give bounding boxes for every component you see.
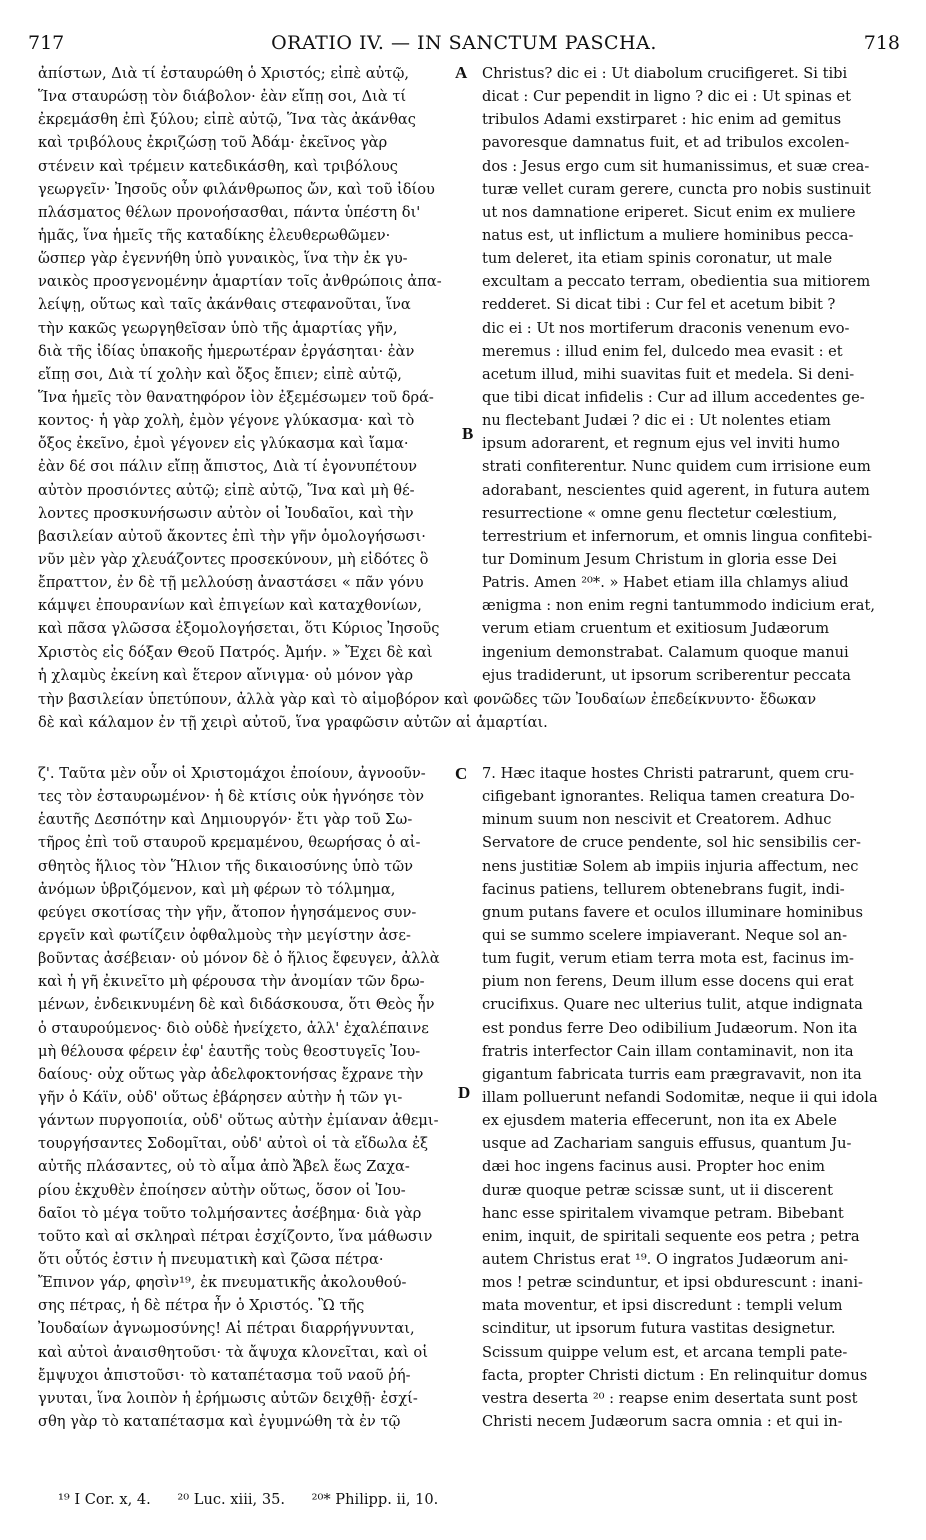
latin-text-line: illam polluerunt nefandi Sodomitæ, neque ii qui idola bbox=[482, 1088, 878, 1106]
latin-text-line: excultam a peccato terram, obedientia sua mitiorem bbox=[482, 273, 871, 291]
page-number-left: 717 bbox=[28, 32, 65, 54]
greek-text-line: ἀνόμων ὑβριζόμενον, καὶ μὴ φέρων τὸ τόλμημα, bbox=[38, 880, 396, 898]
greek-text-line: ἀπίστων, Διὰ τί ἐσταυρώθη ὁ Χριστός; εἰπὲ αὐτῷ, bbox=[38, 65, 410, 82]
greek-text-line: σθητὸς ἥλιος τὸν Ἥλιον τῆς δικαιοσύνης ὑπὸ τῶν bbox=[38, 857, 413, 875]
latin-text-line: hanc esse spiritalem vivamque petram. Bibebant bbox=[482, 1204, 844, 1222]
latin-text-line: tribulos Adami exstirparet : hic enim ad gemitus bbox=[482, 111, 842, 129]
latin-text-line: Patris. Amen ²⁰*. » Habet etiam illa chlamys aliud bbox=[482, 574, 849, 592]
greek-column-top bbox=[38, 62, 450, 687]
latin-text-line: tur Dominum Jesum Christum in gloria esse Dei bbox=[482, 550, 837, 568]
full-width-line: τὴν βασιλείαν ὑπετύπουν, ἀλλὰ γὰρ καὶ τὸ αἱμοβόρον καὶ φονῶδες τῶν Ἰουδαίων ἐπεδείκνυντο· ἔδωκαν bbox=[38, 691, 817, 708]
greek-text-line: ρίου ἐκχυθὲν ἐποίησεν αὐτὴν οὕτως, ὅσον οἱ Ἰου- bbox=[38, 1181, 406, 1199]
greek-column-bottom bbox=[38, 762, 450, 1433]
latin-text-line: cifigebant ignorantes. Reliqua tamen creatura Do- bbox=[482, 788, 855, 806]
running-header bbox=[28, 32, 900, 62]
greek-text-line: ὥσπερ γὰρ ἐγεννήθη ὑπὸ γυναικὸς, ἵνα τὴν ἐκ γυ- bbox=[38, 250, 408, 268]
greek-text-line: ἡμᾶς, ἵνα ἡμεῖς τῆς καταδίκης ἐλευθερωθῶμεν· bbox=[38, 226, 391, 244]
latin-text-line: 7. Hæc itaque hostes Christi patrarunt, quem cru- bbox=[482, 765, 855, 782]
greek-text-line: βοῦντας ἀσέβειαν· οὐ μόνον δὲ ὁ ἥλιος ἔφευγεν, ἀλλὰ bbox=[38, 950, 440, 968]
latin-text-line: tum fugit, verum etiam terra mota est, facinus im- bbox=[482, 950, 854, 968]
greek-text-line: καὶ τριβόλους ἐκριζώσῃ τοῦ Ἀδάμ· ἐκεῖνος γὰρ bbox=[38, 134, 388, 152]
latin-text-line: Scissum quippe velum est, et arcana templi pate- bbox=[482, 1343, 848, 1361]
greek-text-line: γνυται, ἵνα λοιπὸν ἡ ἐρήμωσις αὐτῶν δειχθῇ· ἐσχί- bbox=[38, 1389, 418, 1407]
greek-text-line: Ἔπινον γάρ, φησὶν¹⁹, ἐκ πνευματικῆς ἀκολουθού- bbox=[38, 1274, 407, 1292]
latin-text-line: nens justitiæ Solem ab impiis injuria affectum, nec bbox=[482, 857, 859, 875]
greek-text-line: Χριστὸς εἰς δόξαν Θεοῦ Πατρός. Ἀμήν. » Ἔχει δὲ καὶ bbox=[38, 643, 433, 661]
margin-marker-a: A bbox=[455, 63, 468, 82]
greek-text-line: μένων, ἐνδεικνυμένη δὲ καὶ διδάσκουσα, ὅτι Θεὸς ἦν bbox=[38, 996, 435, 1014]
latin-text-line: facta, propter Christi dictum : En relinquitur domus bbox=[482, 1366, 868, 1384]
footnote: ¹⁹ I Cor. x, 4. bbox=[58, 1491, 151, 1508]
greek-text-line: τὴν κακῶς γεωργηθεῖσαν ὑπὸ τῆς ἁμαρτίας γῆν, bbox=[38, 319, 398, 337]
latin-text-line: vestra deserta ²⁰ : reapse enim desertata sunt post bbox=[482, 1389, 858, 1407]
greek-text-line: δαίους· οὐχ οὕτως γὰρ ἀδελφοκτονήσας ἔχρανε τὴν bbox=[38, 1065, 424, 1083]
greek-text-line: ὅτι οὗτός ἐστιν ἡ πνευματικὴ καὶ ζῶσα πέτρα· bbox=[38, 1250, 384, 1268]
latin-column-top bbox=[482, 62, 890, 687]
greek-text-line: τουργήσαντες Σοδομῖται, οὐδ' αὐτοὶ οἱ τὰ εἴδωλα ἐξ bbox=[38, 1135, 429, 1153]
greek-text-line: εργεῖν καὶ φωτίζειν ὀφθαλμοὺς τὴν μεγίστην ἀσε- bbox=[38, 926, 411, 944]
latin-text-line: dic ei : Ut nos mortiferum draconis venenum evo- bbox=[482, 319, 850, 337]
latin-text-line: autem Christus erat ¹⁹. O ingratos Judæorum ani- bbox=[482, 1250, 849, 1268]
latin-text-line: dicat : Cur pependit in ligno ? dic ei : Ut spinas et bbox=[482, 88, 852, 106]
latin-text-line: terrestrium et infernorum, et omnis lingua confitebi- bbox=[482, 527, 873, 545]
latin-text-line: pavoresque damnatus fuit, et ad tribulos excolen- bbox=[482, 134, 850, 152]
latin-text-line: turæ vellet curam gerere, cuncta pro nobis sustinuit bbox=[482, 180, 871, 198]
greek-text-line: κοντος· ἡ γὰρ χολὴ, ἐμὸν γέγονε γλύκασμα· καὶ τὸ bbox=[38, 412, 415, 430]
greek-text-line: ἑαυτῆς Δεσπότην καὶ Δημιουργόν· ἔτι γὰρ τοῦ Σω- bbox=[38, 811, 413, 829]
greek-text-line: φεύγει σκοτίσας τὴν γῆν, ἄτοπον ἡγησάμενος συν- bbox=[38, 903, 417, 921]
greek-text-line: ἐὰν δέ σοι πάλιν εἴπῃ ἄπιστος, Διὰ τί ἐγονυπέτουν bbox=[38, 458, 417, 476]
latin-text-line: mata moventur, et ipsi discredunt : templi velum bbox=[482, 1297, 843, 1315]
greek-text-line: νῦν μὲν γὰρ χλευάζοντες προσεκύνουν, μὴ εἰδότες ὃ bbox=[38, 550, 429, 568]
page-number-right: 718 bbox=[863, 32, 900, 54]
greek-text-line: ναικὸς προσγενομένην ἁμαρτίαν τοῖς ἀνθρώποις ἀπα- bbox=[38, 273, 442, 291]
greek-text-line: στένειν καὶ τρέμειν κατεδικάσθη, καὶ τριβόλους bbox=[38, 157, 398, 175]
latin-text-line: minum suum non nescivit et Creatorem. Adhuc bbox=[482, 811, 832, 829]
greek-text-line: μὴ θέλουσα φέρειν ἐφ' ἑαυτῆς τοὺς θεοστυγεῖς Ἰου- bbox=[38, 1042, 421, 1060]
latin-text-line: ut nos damnatione eriperet. Sicut enim ex muliere bbox=[482, 203, 856, 221]
latin-text-line: scinditur, ut ipsorum futura vastitas designetur. bbox=[482, 1320, 836, 1338]
latin-text-line: mos ! petræ scinduntur, et ipsi obdurescunt : inani- bbox=[482, 1274, 863, 1292]
latin-text-line: gnum putans favere et oculos illuminare hominibus bbox=[482, 903, 864, 921]
latin-text-line: ipsum adorarent, et regnum ejus vel inviti humo bbox=[482, 435, 840, 453]
latin-text-line: natus est, ut inflictum a muliere hominibus pecca- bbox=[482, 226, 854, 244]
greek-text-line: ζ'. Ταῦτα μὲν οὖν οἱ Χριστομάχοι ἐποίουν, ἀγνοοῦν- bbox=[38, 765, 426, 782]
latin-text-line: duræ quoque petræ scissæ sunt, ut ii discerent bbox=[482, 1181, 833, 1199]
latin-text-line: ingenium demonstrabat. Calamum quoque manui bbox=[482, 643, 849, 661]
margin-marker-b: B bbox=[462, 424, 474, 443]
latin-text-line: dos : Jesus ergo cum sit humanissimus, et suæ crea- bbox=[482, 157, 870, 175]
greek-text-line: Ἵνα σταυρώσῃ τὸν διάβολον· ἐὰν εἴπῃ σοι, Διὰ τί bbox=[38, 88, 407, 106]
latin-text-line: pium non ferens, Deum illum esse docens qui erat bbox=[482, 973, 854, 991]
margin-marker-d: D bbox=[458, 1083, 471, 1102]
footnote: ²⁰ Luc. xiii, 35. bbox=[177, 1491, 286, 1508]
latin-text-line: ænigma : non enim regni tantummodo indicium erat, bbox=[482, 597, 875, 615]
greek-text-line: ἔμψυχοι ἀπιστοῦσι· τὸ καταπέτασμα τοῦ ναοῦ ῥή- bbox=[38, 1366, 411, 1384]
greek-text-line: δαῖοι τὸ μέγα τοῦτο τολμήσαντες ἀσέβημα· διὰ γὰρ bbox=[38, 1204, 422, 1222]
greek-text-line: τῆρος ἐπὶ τοῦ σταυροῦ κρεμαμένου, θεωρήσας ὁ αἰ- bbox=[38, 834, 421, 852]
latin-text-line: qui se summo scelere impiaverant. Neque sol an- bbox=[482, 926, 848, 944]
greek-text-line: αὐτὸν προσιόντες αὐτῷ; εἰπὲ αὐτῷ, Ἵνα καὶ μὴ θέ- bbox=[38, 481, 415, 499]
greek-text-line: κάμψει ἐπουρανίων καὶ ἐπιγείων καὶ καταχθονίων, bbox=[38, 597, 422, 615]
latin-text-line: enim, inquit, de spiritali sequente eos petra ; petra bbox=[482, 1227, 860, 1245]
greek-text-line: γεωργεῖν· Ἰησοῦς οὖν φιλάνθρωπος ὤν, καὶ τοῦ ἰδίου bbox=[38, 180, 435, 198]
latin-text-line: que tibi dicat infidelis : Cur ad illum accedentes ge- bbox=[482, 388, 865, 406]
greek-text-line: ἔπραττον, ἐν δὲ τῇ μελλούσῃ ἀναστάσει « πᾶν γόνυ bbox=[38, 574, 424, 592]
footnotes bbox=[58, 1491, 460, 1508]
greek-text-line: λείψῃ, οὕτως καὶ ταῖς ἀκάνθαις στεφανοῦται, ἵνα bbox=[38, 296, 411, 314]
footnote: ²⁰* Philipp. ii, 10. bbox=[311, 1491, 439, 1508]
greek-text-line: γάντων πυργοποιία, οὐδ' οὕτως αὐτὴν ἐμίαναν ἀθεμι- bbox=[38, 1112, 439, 1130]
latin-text-line: Servatore de cruce pendente, sol hic sensibilis cer- bbox=[482, 834, 861, 852]
greek-text-line: πλάσματος θέλων προνοήσασθαι, πάντα ὑπέστη δι' bbox=[38, 203, 421, 221]
latin-text-line: ex ejusdem materia effecerunt, non ita ex Abele bbox=[482, 1112, 837, 1130]
greek-text-line: βασιλείαν αὐτοῦ ἄκοντες ἐπὶ τὴν γῆν ὁμολογήσωσι· bbox=[38, 527, 426, 545]
margin-marker-c: C bbox=[455, 764, 468, 783]
greek-text-line: τοῦτο καὶ αἱ σκληραὶ πέτραι ἐσχίζοντο, ἵνα μάθωσιν bbox=[38, 1227, 433, 1245]
greek-text-line: τες τὸν ἐσταυρωμένον· ἡ δὲ κτίσις οὐκ ἠγνόησε τὸν bbox=[38, 788, 424, 806]
latin-text-line: facinus patiens, tellurem obtenebrans fugit, indi- bbox=[482, 880, 845, 898]
latin-text-line: resurrectione « omne genu flectetur cœlestium, bbox=[482, 504, 838, 522]
greek-text-line: καὶ πᾶσα γλῶσσα ἐξομολογήσεται, ὅτι Κύριος Ἰησοῦς bbox=[38, 620, 440, 638]
latin-text-line: redderet. Si dicat tibi : Cur fel et acetum bibit ? bbox=[482, 296, 836, 314]
greek-text-line: ὄξος ἐκεῖνο, ἐμοὶ γέγονεν εἰς γλύκασμα καὶ ἴαμα· bbox=[38, 435, 409, 453]
latin-text-line: est pondus ferre Deo odibilium Judæorum. Non ita bbox=[482, 1019, 858, 1037]
greek-text-line: ὁ σταυρούμενος· διὸ οὐδὲ ἠνείχετο, ἀλλ' ἐχαλέπαινε bbox=[38, 1019, 429, 1037]
latin-text-line: nu flectebant Judæi ? dic ei : Ut nolentes etiam bbox=[482, 412, 831, 430]
greek-text-line: καὶ αὐτοὶ ἀναισθητοῦσι· τὰ ἄψυχα κλονεῖται, καὶ οἱ bbox=[38, 1343, 428, 1361]
latin-text-line: fratris interfector Cain illam contaminavit, non ita bbox=[482, 1042, 854, 1060]
latin-text-line: gigantum fabricata turris eam prægravavit, non ita bbox=[482, 1065, 862, 1083]
greek-text-line: εἴπῃ σοι, Διὰ τί χολὴν καὶ ὄξος ἔπιεν; εἰπὲ αὐτῷ, bbox=[38, 365, 402, 383]
greek-text-line: αὐτῆς πλάσαντες, οὐ τὸ αἷμα ἀπὸ Ἄβελ ἕως Ζαχα- bbox=[38, 1158, 410, 1176]
latin-text-line: ejus tradiderunt, ut ipsorum scriberentur peccata bbox=[482, 666, 851, 684]
greek-text-line: Ἵνα ἡμεῖς τὸν θανατηφόρον ἰὸν ἐξεμέσωμεν τοῦ δρά- bbox=[38, 388, 434, 406]
greek-text-line: γῆν ὁ Κάϊν, οὐδ' οὕτως ἐβάρησεν αὐτὴν ἡ τῶν γι- bbox=[38, 1088, 403, 1106]
latin-text-line: verum etiam cruentum et exitiosum Judæorum bbox=[482, 620, 830, 638]
latin-text-line: strati confiterentur. Nunc quidem cum irrisione eum bbox=[482, 458, 871, 476]
greek-text-line: Ἰουδαίων ἀγνωμοσύνης! Αἱ πέτραι διαρρήγνυνται, bbox=[38, 1320, 415, 1338]
latin-text-line: Christi necem Judæorum sacra omnia : et qui in- bbox=[482, 1412, 843, 1430]
latin-text-line: Christus? dic ei : Ut diabolum crucifigeret. Si tibi bbox=[482, 65, 848, 82]
latin-column-bottom bbox=[482, 762, 890, 1433]
latin-text-line: acetum illud, mihi suavitas fuit et medela. Si deni- bbox=[482, 365, 855, 383]
greek-text-line: σης πέτρας, ἡ δὲ πέτρα ἦν ὁ Χριστός. Ὢ τῆς bbox=[38, 1297, 365, 1315]
latin-text-line: meremus : illud enim fel, dulcedo mea evasit : et bbox=[482, 342, 843, 360]
latin-text-line: dæi hoc ingens facinus ausi. Propter hoc enim bbox=[482, 1158, 825, 1176]
greek-text-line: σθη γὰρ τὸ καταπέτασμα καὶ ἐγυμνώθη τὰ ἐν τῷ bbox=[38, 1412, 401, 1430]
latin-text-line: adorabant, nescientes quid agerent, in futura autem bbox=[482, 481, 870, 499]
latin-text-line: crucifixus. Quare nec ulterius tulit, atque indignata bbox=[482, 996, 863, 1014]
greek-text-line: ἐκρεμάσθη ἐπὶ ξύλου; εἰπὲ αὐτῷ, Ἵνα τὰς ἀκάνθας bbox=[38, 111, 416, 129]
greek-text-line: καὶ ἡ γῆ ἐκινεῖτο μὴ φέρουσα τὴν ἀνομίαν τῶν δρω- bbox=[38, 973, 425, 991]
greek-text-line: διὰ τῆς ἰδίας ὑπακοῆς ἡμερωτέραν ἐργάσηται· ἐὰν bbox=[38, 342, 415, 360]
greek-text-line: λοντες προσκυνήσωσιν αὐτὸν οἱ Ἰουδαῖοι, καὶ τὴν bbox=[38, 504, 414, 522]
latin-text-line: tum deleret, ita etiam spinis coronatur, ut male bbox=[482, 250, 833, 268]
greek-text-line: ἡ χλαμὺς ἐκείνη καὶ ἕτερον αἴνιγμα· οὐ μόνον γὰρ bbox=[38, 666, 414, 684]
running-title: ORATIO IV. — IN SANCTUM PASCHA. bbox=[271, 32, 657, 54]
latin-text-line: usque ad Zachariam sanguis effusus, quantum Ju- bbox=[482, 1135, 852, 1153]
full-width-line: δὲ καὶ κάλαμον ἐν τῇ χειρὶ αὐτοῦ, ἵνα γραφῶσιν αὐτῶν αἱ ἁμαρτίαι. bbox=[38, 714, 548, 731]
